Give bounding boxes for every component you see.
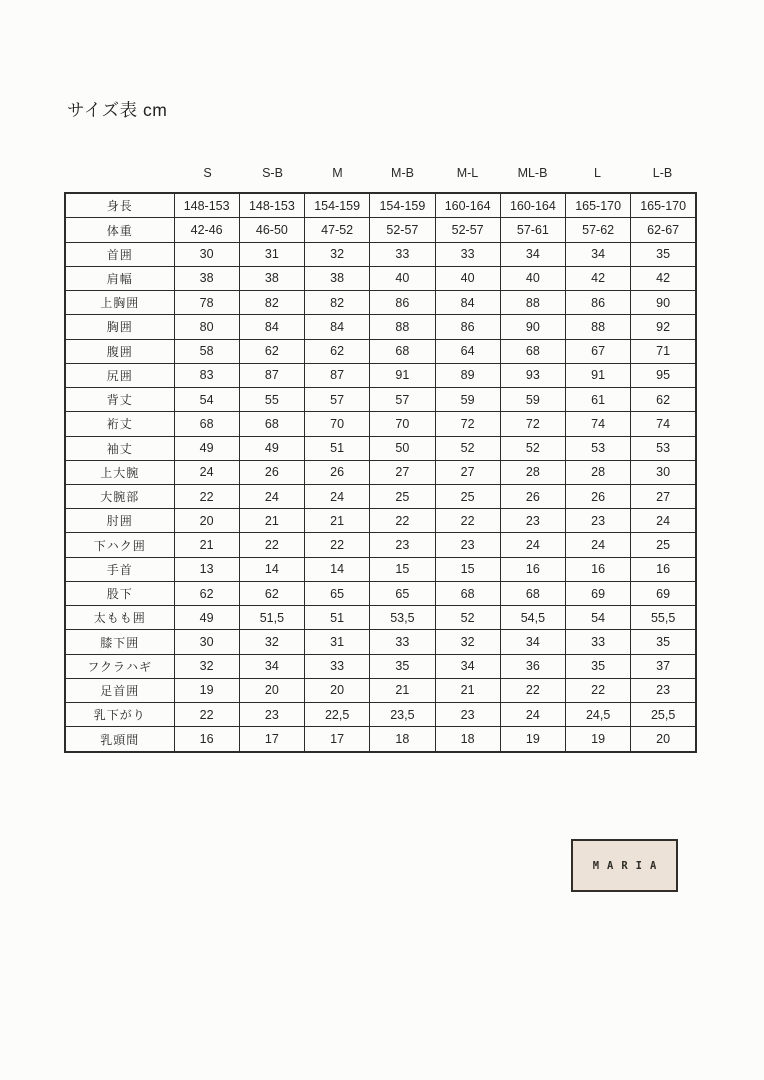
measurement-cell: 88: [500, 291, 565, 315]
measurement-cell: 57: [305, 388, 370, 412]
measurement-cell: 16: [500, 557, 565, 581]
measurement-cell: 32: [305, 242, 370, 266]
measurement-cell: 22: [174, 484, 239, 508]
measurement-cell: 22,5: [305, 703, 370, 727]
measurement-cell: 74: [566, 412, 631, 436]
measurement-cell: 23: [370, 533, 435, 557]
table-row: [65, 436, 696, 460]
measurement-cell: 16: [566, 557, 631, 581]
measurement-cell: 23: [566, 509, 631, 533]
measurement-cell: 22: [566, 678, 631, 702]
measurement-cell: 14: [239, 557, 304, 581]
measurement-cell: 74: [631, 412, 696, 436]
measurement-cell: 23: [239, 703, 304, 727]
row-label: 胸囲: [65, 315, 174, 339]
measurement-cell: 22: [435, 509, 500, 533]
measurement-cell: 71: [631, 339, 696, 363]
measurement-cell: 68: [174, 412, 239, 436]
measurement-cell: 21: [305, 509, 370, 533]
measurement-cell: 20: [239, 678, 304, 702]
measurement-cell: 68: [435, 581, 500, 605]
measurement-cell: 28: [566, 460, 631, 484]
measurement-cell: 69: [566, 581, 631, 605]
measurement-cell: 62: [174, 581, 239, 605]
measurement-cell: 49: [239, 436, 304, 460]
measurement-cell: 58: [174, 339, 239, 363]
measurement-cell: 52-57: [435, 218, 500, 242]
measurement-cell: 24: [174, 460, 239, 484]
measurement-cell: 28: [500, 460, 565, 484]
measurement-cell: 59: [435, 388, 500, 412]
measurement-cell: 90: [631, 291, 696, 315]
measurement-cell: 62: [239, 339, 304, 363]
measurement-cell: 23: [435, 703, 500, 727]
row-label: 肩幅: [65, 266, 174, 290]
measurement-cell: 26: [566, 484, 631, 508]
measurement-cell: 51,5: [239, 606, 304, 630]
row-label: 上胸囲: [65, 291, 174, 315]
row-label: 乳頭間: [65, 727, 174, 752]
measurement-cell: 83: [174, 363, 239, 387]
measurement-cell: 62: [631, 388, 696, 412]
measurement-cell: 69: [631, 581, 696, 605]
table-row: [65, 291, 696, 315]
measurement-cell: 15: [435, 557, 500, 581]
measurement-cell: 34: [500, 630, 565, 654]
measurement-cell: 55: [239, 388, 304, 412]
measurement-cell: 160-164: [435, 193, 500, 218]
measurement-cell: 27: [370, 460, 435, 484]
measurement-cell: 22: [239, 533, 304, 557]
row-label: 足首囲: [65, 678, 174, 702]
row-label: 肘囲: [65, 509, 174, 533]
measurement-cell: 50: [370, 436, 435, 460]
measurement-cell: 86: [370, 291, 435, 315]
measurement-cell: 88: [370, 315, 435, 339]
measurement-cell: 92: [631, 315, 696, 339]
measurement-cell: 38: [305, 266, 370, 290]
measurement-cell: 87: [305, 363, 370, 387]
table-row: [65, 412, 696, 436]
measurement-cell: 84: [305, 315, 370, 339]
measurement-cell: 27: [631, 484, 696, 508]
measurement-cell: 35: [566, 654, 631, 678]
measurement-cell: 160-164: [500, 193, 565, 218]
measurement-cell: 14: [305, 557, 370, 581]
measurement-cell: 68: [370, 339, 435, 363]
measurement-cell: 91: [566, 363, 631, 387]
size-header-s-b: S-B: [262, 166, 283, 180]
table-row: [65, 363, 696, 387]
measurement-cell: 23: [435, 533, 500, 557]
measurement-cell: 72: [500, 412, 565, 436]
measurement-cell: 62-67: [631, 218, 696, 242]
measurement-cell: 46-50: [239, 218, 304, 242]
measurement-cell: 24: [500, 703, 565, 727]
measurement-cell: 148-153: [174, 193, 239, 218]
measurement-cell: 42: [566, 266, 631, 290]
measurement-cell: 57-61: [500, 218, 565, 242]
measurement-cell: 35: [370, 654, 435, 678]
row-label: 袖丈: [65, 436, 174, 460]
measurement-cell: 20: [305, 678, 370, 702]
row-label: 股下: [65, 581, 174, 605]
measurement-cell: 55,5: [631, 606, 696, 630]
measurement-cell: 42-46: [174, 218, 239, 242]
measurement-cell: 36: [500, 654, 565, 678]
measurement-cell: 51: [305, 606, 370, 630]
measurement-cell: 24: [566, 533, 631, 557]
measurement-cell: 68: [500, 339, 565, 363]
measurement-cell: 70: [370, 412, 435, 436]
table-row: [65, 218, 696, 242]
measurement-cell: 78: [174, 291, 239, 315]
measurement-cell: 90: [500, 315, 565, 339]
measurement-cell: 25,5: [631, 703, 696, 727]
measurement-cell: 25: [435, 484, 500, 508]
measurement-cell: 65: [305, 581, 370, 605]
table-row: [65, 581, 696, 605]
measurement-cell: 52: [435, 606, 500, 630]
measurement-cell: 37: [631, 654, 696, 678]
table-row: [65, 727, 696, 752]
measurement-cell: 34: [239, 654, 304, 678]
measurement-cell: 54: [174, 388, 239, 412]
measurement-cell: 20: [174, 509, 239, 533]
measurement-cell: 40: [370, 266, 435, 290]
measurement-cell: 18: [435, 727, 500, 752]
measurement-cell: 38: [174, 266, 239, 290]
table-row: [65, 315, 696, 339]
measurement-cell: 25: [631, 533, 696, 557]
measurement-cell: 67: [566, 339, 631, 363]
row-label: 手首: [65, 557, 174, 581]
measurement-cell: 47-52: [305, 218, 370, 242]
size-header-m: M: [332, 166, 343, 180]
measurement-cell: 31: [239, 242, 304, 266]
measurement-cell: 35: [631, 630, 696, 654]
measurement-cell: 68: [500, 581, 565, 605]
measurement-cell: 24: [305, 484, 370, 508]
measurement-cell: 25: [370, 484, 435, 508]
measurement-cell: 165-170: [566, 193, 631, 218]
table-row: [65, 388, 696, 412]
measurement-cell: 57-62: [566, 218, 631, 242]
measurement-cell: 82: [239, 291, 304, 315]
row-label: 膝下囲: [65, 630, 174, 654]
row-label: フクラハギ: [65, 654, 174, 678]
measurement-cell: 17: [305, 727, 370, 752]
measurement-cell: 84: [239, 315, 304, 339]
measurement-cell: 148-153: [239, 193, 304, 218]
measurement-cell: 53: [566, 436, 631, 460]
measurement-cell: 62: [305, 339, 370, 363]
row-label: 首囲: [65, 242, 174, 266]
row-label: 腹囲: [65, 339, 174, 363]
measurement-cell: 80: [174, 315, 239, 339]
measurement-cell: 35: [631, 242, 696, 266]
row-label: 下ハク囲: [65, 533, 174, 557]
table-row: [65, 460, 696, 484]
measurement-cell: 84: [435, 291, 500, 315]
measurement-cell: 52: [500, 436, 565, 460]
measurement-cell: 32: [239, 630, 304, 654]
measurement-cell: 95: [631, 363, 696, 387]
measurement-cell: 72: [435, 412, 500, 436]
measurement-cell: 54: [566, 606, 631, 630]
measurement-cell: 24: [631, 509, 696, 533]
table-row: [65, 557, 696, 581]
measurement-cell: 33: [305, 654, 370, 678]
measurement-cell: 33: [566, 630, 631, 654]
measurement-cell: 61: [566, 388, 631, 412]
measurement-cell: 18: [370, 727, 435, 752]
measurement-cell: 21: [435, 678, 500, 702]
measurement-cell: 24,5: [566, 703, 631, 727]
measurement-cell: 30: [174, 242, 239, 266]
measurement-cell: 23: [631, 678, 696, 702]
measurement-cell: 93: [500, 363, 565, 387]
row-label: 裄丈: [65, 412, 174, 436]
measurement-cell: 34: [435, 654, 500, 678]
measurement-cell: 15: [370, 557, 435, 581]
row-label: 身長: [65, 193, 174, 218]
measurement-cell: 32: [174, 654, 239, 678]
measurement-cell: 19: [500, 727, 565, 752]
row-label: 乳下がり: [65, 703, 174, 727]
measurement-cell: 13: [174, 557, 239, 581]
page-title: サイズ表 cm: [67, 100, 168, 120]
measurement-cell: 22: [500, 678, 565, 702]
measurement-cell: 68: [239, 412, 304, 436]
measurement-cell: 31: [305, 630, 370, 654]
size-table: [64, 192, 697, 753]
measurement-cell: 59: [500, 388, 565, 412]
measurement-cell: 42: [631, 266, 696, 290]
measurement-cell: 154-159: [305, 193, 370, 218]
measurement-cell: 30: [631, 460, 696, 484]
measurement-cell: 52: [435, 436, 500, 460]
table-row: [65, 703, 696, 727]
row-label: 上大腕: [65, 460, 174, 484]
size-header-s: S: [203, 166, 212, 180]
measurement-cell: 16: [174, 727, 239, 752]
measurement-cell: 27: [435, 460, 500, 484]
table-row: [65, 242, 696, 266]
table-row: [65, 533, 696, 557]
measurement-cell: 16: [631, 557, 696, 581]
measurement-cell: 52-57: [370, 218, 435, 242]
table-row: [65, 484, 696, 508]
measurement-cell: 87: [239, 363, 304, 387]
row-label: 体重: [65, 218, 174, 242]
measurement-cell: 22: [305, 533, 370, 557]
measurement-cell: 38: [239, 266, 304, 290]
measurement-cell: 65: [370, 581, 435, 605]
size-header-m-b: M-B: [391, 166, 414, 180]
measurement-cell: 17: [239, 727, 304, 752]
row-label: 尻囲: [65, 363, 174, 387]
measurement-cell: 54,5: [500, 606, 565, 630]
measurement-cell: 23: [500, 509, 565, 533]
table-row: [65, 509, 696, 533]
measurement-cell: 86: [566, 291, 631, 315]
measurement-cell: 62: [239, 581, 304, 605]
measurement-cell: 24: [500, 533, 565, 557]
row-label: 太もも囲: [65, 606, 174, 630]
table-row: [65, 678, 696, 702]
measurement-cell: 23,5: [370, 703, 435, 727]
measurement-cell: 33: [370, 242, 435, 266]
measurement-cell: 30: [174, 630, 239, 654]
measurement-cell: 33: [435, 242, 500, 266]
table-row: [65, 266, 696, 290]
measurement-cell: 53: [631, 436, 696, 460]
measurement-cell: 88: [566, 315, 631, 339]
table-row: [65, 654, 696, 678]
measurement-cell: 70: [305, 412, 370, 436]
table-row: [65, 193, 696, 218]
table-row: [65, 606, 696, 630]
measurement-cell: 22: [174, 703, 239, 727]
size-header-ml-b: ML-B: [517, 166, 548, 180]
measurement-cell: 86: [435, 315, 500, 339]
measurement-cell: 40: [500, 266, 565, 290]
table-row: [65, 630, 696, 654]
measurement-cell: 57: [370, 388, 435, 412]
maria-logo: [571, 839, 678, 892]
size-header-row: [175, 166, 695, 180]
measurement-cell: 21: [370, 678, 435, 702]
measurement-cell: 19: [566, 727, 631, 752]
measurement-cell: 26: [305, 460, 370, 484]
measurement-cell: 21: [239, 509, 304, 533]
measurement-cell: 32: [435, 630, 500, 654]
measurement-cell: 40: [435, 266, 500, 290]
measurement-cell: 34: [566, 242, 631, 266]
row-label: 大腕部: [65, 484, 174, 508]
measurement-cell: 20: [631, 727, 696, 752]
size-header-l: L: [594, 166, 601, 180]
measurement-cell: 154-159: [370, 193, 435, 218]
measurement-cell: 34: [500, 242, 565, 266]
size-header-l-b: L-B: [652, 166, 673, 180]
measurement-cell: 89: [435, 363, 500, 387]
measurement-cell: 82: [305, 291, 370, 315]
size-header-m-l: M-L: [456, 166, 479, 180]
measurement-cell: 21: [174, 533, 239, 557]
measurement-cell: 49: [174, 436, 239, 460]
measurement-cell: 33: [370, 630, 435, 654]
measurement-cell: 64: [435, 339, 500, 363]
measurement-cell: 91: [370, 363, 435, 387]
measurement-cell: 22: [370, 509, 435, 533]
measurement-cell: 165-170: [631, 193, 696, 218]
measurement-cell: 19: [174, 678, 239, 702]
measurement-cell: 49: [174, 606, 239, 630]
measurement-cell: 26: [500, 484, 565, 508]
row-label: 背丈: [65, 388, 174, 412]
measurement-cell: 51: [305, 436, 370, 460]
measurement-cell: 53,5: [370, 606, 435, 630]
maria-logo-text: MARIA: [592, 859, 665, 872]
measurement-cell: 26: [239, 460, 304, 484]
table-row: [65, 339, 696, 363]
measurement-cell: 24: [239, 484, 304, 508]
